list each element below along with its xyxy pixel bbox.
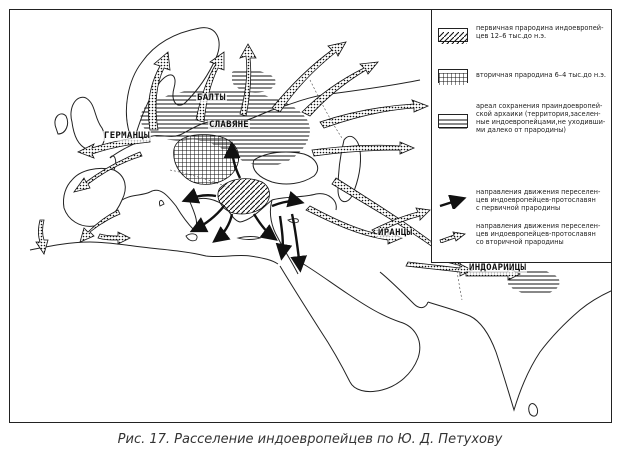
- island-crete: [238, 237, 260, 240]
- solid-arrow-5: [280, 216, 283, 256]
- label-slavs: СЛАВЯНЕ: [209, 120, 250, 130]
- africa-north-coast: [30, 242, 278, 264]
- ireland-coast: [55, 114, 68, 134]
- legend-text-primary-homeland: первичная прародина индоевропей- цев 12–6 тыс.до н.э.: [476, 24, 604, 40]
- legend-text-secondary-homeland: вторичная прародина 6–4 тыс.до н.э.: [476, 71, 606, 79]
- island-corsica: [159, 200, 164, 206]
- sri-lanka: [529, 404, 538, 417]
- arrow-northeast-1: [272, 42, 346, 112]
- swatch-cross-hatch-icon: [438, 69, 468, 83]
- swatch-diagonal-hatch-icon: [438, 28, 468, 42]
- label-balts: БАЛТЫ: [197, 93, 226, 103]
- legend-item-primary-homeland: [438, 24, 610, 48]
- figure-caption: Рис. 17. Расселение индоевропейцев по Ю. Д. Петухову: [117, 432, 503, 447]
- archaic-area-north: [232, 70, 276, 93]
- arrow-into-india: [406, 262, 472, 276]
- britain-coast: [71, 97, 104, 150]
- persian-gulf: [380, 272, 428, 308]
- label-iranians: ИРАНЦЫ: [378, 228, 413, 238]
- legend-item-secondary-homeland: [438, 68, 610, 84]
- legend-text-primary-migration: направления движения переселен- цев индоевропейцев-протославян с первичной прародины: [476, 188, 601, 212]
- red-sea-west: [280, 266, 350, 382]
- solid-arrow-6: [292, 214, 300, 268]
- solid-arrow-2: [216, 214, 232, 240]
- swatch-horizontal-hatch-icon: [438, 114, 468, 128]
- solid-arrow-1: [194, 206, 224, 230]
- arrow-east-2: [312, 142, 414, 156]
- arrow-east-1: [320, 100, 428, 128]
- legend-item-secondary-migration: [438, 222, 610, 248]
- island-sicily: [186, 234, 197, 241]
- label-indo-aryans: ИНДОАРИЙЦЫ: [469, 263, 527, 273]
- legend-text-secondary-migration: направления движения переселен- цев индоевропейцев-протославян со вторичной прародины: [476, 222, 601, 246]
- map-frame: [9, 9, 612, 423]
- legend-item-primary-migration: [438, 188, 610, 214]
- solid-arrow-icon: [438, 194, 468, 208]
- legend-text-archaic-area: ареал сохранения праиндоевропей- ской архаики (территория,заселен- ные индоевропейцами,не уходивши- ми далеко от прародины): [476, 102, 606, 134]
- solid-arrow-4: [272, 201, 300, 206]
- legend-panel: [431, 10, 612, 263]
- india-coast: [428, 290, 612, 410]
- legend-item-archaic-area: [438, 102, 610, 142]
- dotted-arrow-icon: [438, 228, 468, 242]
- label-germans: ГЕРМАНЦЫ: [104, 131, 150, 141]
